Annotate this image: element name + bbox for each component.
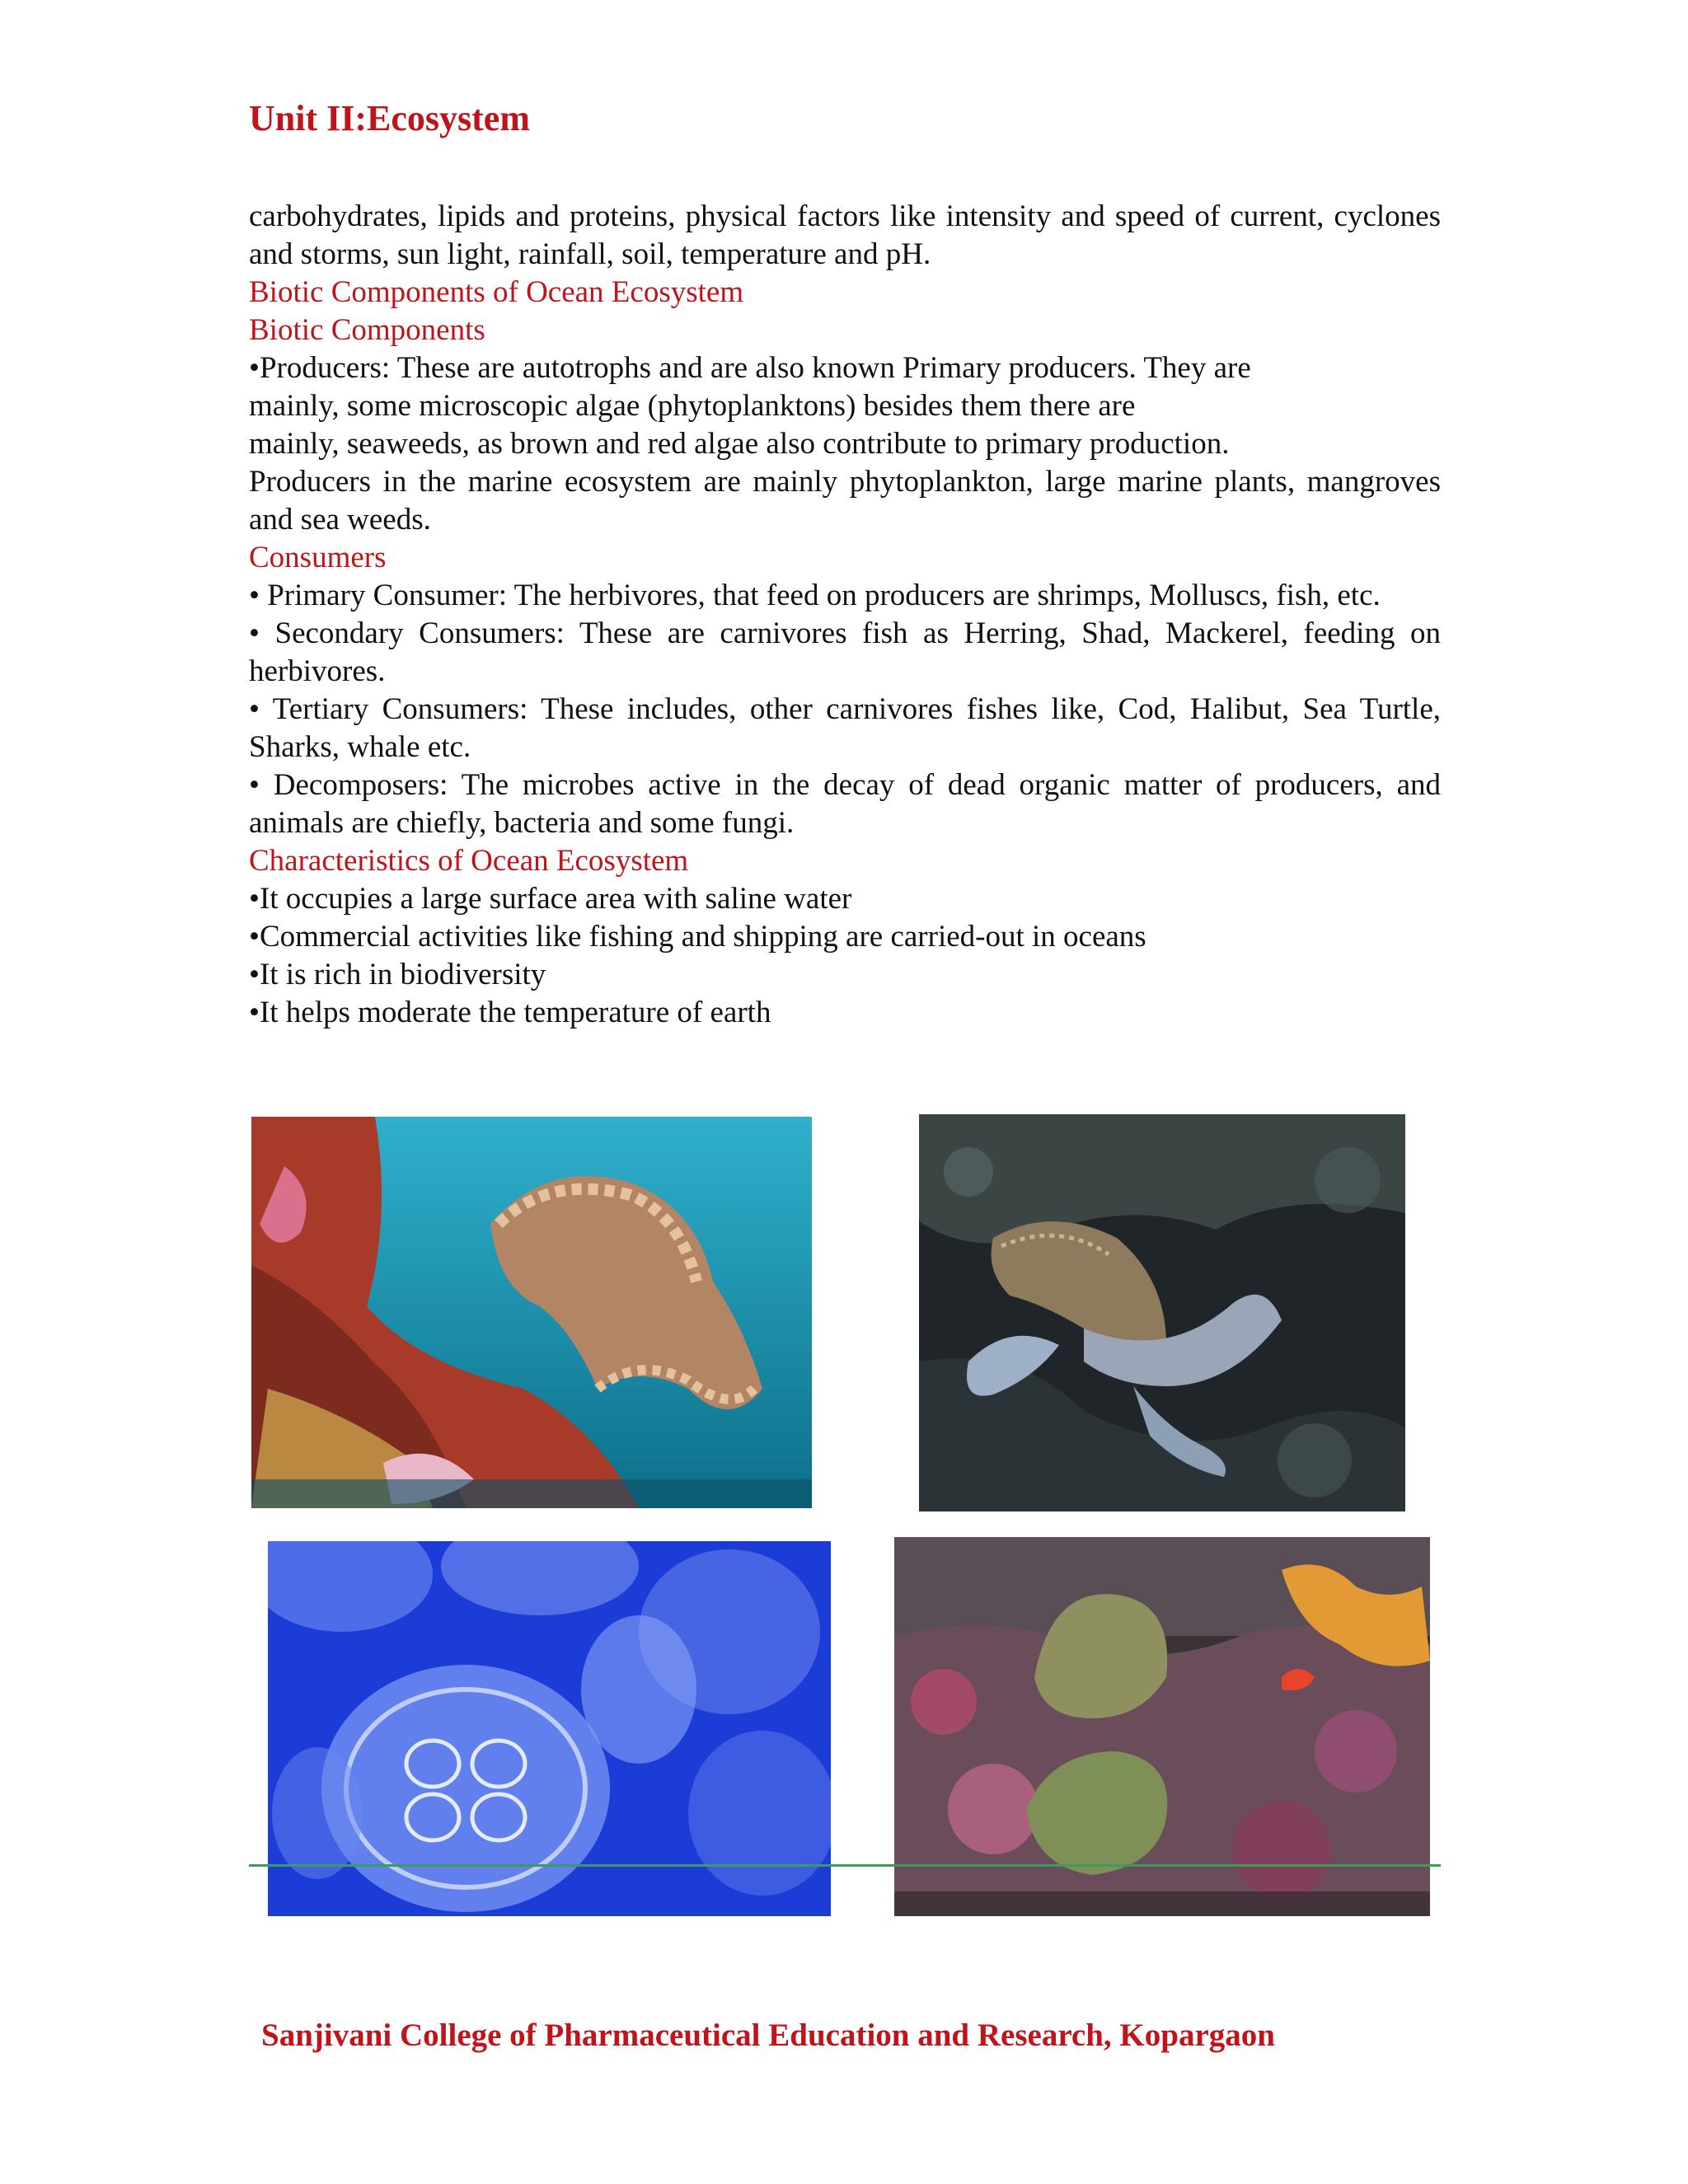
characteristic-item: •It occupies a large surface area with saline water [249, 882, 852, 916]
producers-line: mainly, seaweeds, as brown and red algae also contribute to primary production. [249, 427, 1230, 461]
intro-paragraph: carbohydrates, lipids and proteins, physical factors like intensity and speed of current, cyclones and storms, sun light, rainfall, soil, temperature and pH. [249, 199, 1441, 271]
characteristic-item: •Commercial activities like fishing and shipping are carried-out in oceans [249, 920, 1146, 954]
primary-consumer-item: • Primary Consumer: The herbivores, that feed on producers are shrimps, Molluscs, fish, etc. [249, 579, 1381, 612]
section-heading-characteristics: Characteristics of Ocean Ecosystem [249, 844, 689, 878]
characteristic-item: •It helps moderate the temperature of earth [249, 996, 771, 1029]
tertiary-consumers-item: • Tertiary Consumers: These includes, other carnivores fishes like, Cod, Halibut, Sea Turtle, Sharks, whale etc. [249, 692, 1441, 764]
document-body [249, 198, 1441, 1032]
producers-line: mainly, some microscopic algae (phytoplanktons) besides them there are [249, 389, 1136, 423]
producers-line: •Producers: These are autotrophs and are also known Primary producers. They are [249, 351, 1251, 385]
section-heading-biotic: Biotic Components [249, 313, 485, 347]
producers-marine-paragraph: Producers in the marine ecosystem are mainly phytoplankton, large marine plants, mangroves and sea weeds. [249, 465, 1441, 537]
page-title: Unit II:Ecosystem [249, 98, 530, 138]
footer-institution: Sanjivani College of Pharmaceutical Education and Research, Kopargaon [261, 2018, 1275, 2053]
footer-divider [249, 1864, 1441, 1867]
octopus-photo [919, 1114, 1405, 1511]
characteristic-item: •It is rich in biodiversity [249, 958, 546, 991]
section-heading-biotic-ocean: Biotic Components of Ocean Ecosystem [249, 275, 744, 309]
section-heading-consumers: Consumers [249, 541, 387, 574]
coral-reef-photo [894, 1537, 1430, 1916]
decomposers-item: • Decomposers: The microbes active in the decay of dead organic matter of producers, and animals are chiefly, bacteria and some fungi. [249, 768, 1441, 840]
secondary-consumers-item: • Secondary Consumers: These are carnivores fish as Herring, Shad, Mackerel, feeding on herbivores. [249, 616, 1441, 688]
soft-coral-reef-photo [251, 1117, 812, 1508]
jellyfish-photo [268, 1541, 831, 1916]
